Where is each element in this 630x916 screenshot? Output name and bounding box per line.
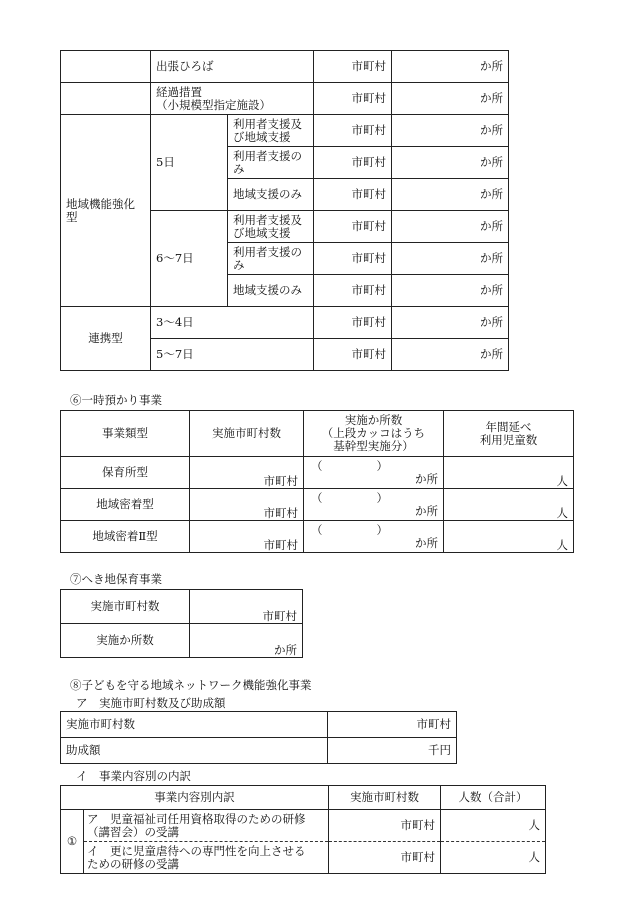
unit-city: 市町村: [190, 521, 304, 553]
unit-city: 市町村: [190, 457, 304, 489]
header-places: 実施か所数 （上段カッコはうち 基幹型実施分）: [304, 411, 444, 457]
item-label: ア 児童福祉司任用資格取得のための研修 （講習会）の受講: [84, 810, 329, 842]
unit-city: 市町村: [314, 51, 392, 83]
days-label: 3〜4日: [151, 307, 314, 339]
unit-city: 市町村: [190, 489, 304, 521]
places-cell: （ ） か所: [304, 457, 444, 489]
places-cell: （ ） か所: [304, 521, 444, 553]
item-number: ①: [61, 810, 84, 874]
unit-person: 人: [441, 810, 546, 842]
unit-city: 市町村: [314, 275, 392, 307]
header-type: 事業類型: [61, 411, 190, 457]
subsection-i-title: イ 事業内容別の内訳: [76, 769, 191, 783]
sub-label: 地域支援のみ: [228, 179, 314, 211]
row-label: 実施か所数: [61, 624, 190, 658]
header-content: 事業内容別内訳: [61, 786, 329, 810]
row-label: 助成額: [61, 738, 328, 764]
unit-city: 市町村: [329, 810, 441, 842]
unit-place: か所: [392, 51, 509, 83]
unit-city: 市町村: [314, 243, 392, 275]
group-label: 地域機能強化型: [61, 115, 151, 307]
header-people: 人数（合計）: [441, 786, 546, 810]
unit-city: 市町村: [314, 307, 392, 339]
unit-place: か所: [392, 83, 509, 115]
category-cell: [61, 83, 151, 115]
group-label: 連携型: [61, 307, 151, 371]
unit-person: 人: [441, 842, 546, 874]
unit-place: か所: [392, 211, 509, 243]
network-breakdown-table: [60, 785, 546, 874]
unit-city: 市町村: [314, 147, 392, 179]
type-label: 地域密着型: [61, 489, 190, 521]
unit-person: 人: [444, 521, 574, 553]
days-label: 5〜7日: [151, 339, 314, 371]
unit-place: か所: [392, 307, 509, 339]
sub-label: 利用者支援及 び地域支援: [228, 115, 314, 147]
remote-care-table: [60, 589, 303, 658]
sub-label: 利用者支援及 び地域支援: [228, 211, 314, 243]
unit-person: 人: [444, 489, 574, 521]
unit-city: 市町村: [328, 712, 457, 738]
unit-place: か所: [392, 115, 509, 147]
section-7-title: ⑦へき地保育事業: [70, 572, 162, 586]
unit-place: か所: [392, 147, 509, 179]
sub-label: 地域支援のみ: [228, 275, 314, 307]
facility-type-table: [60, 50, 509, 371]
unit-person: 人: [444, 457, 574, 489]
section-8-title: ⑧子どもを守る地域ネットワーク機能強化事業: [70, 678, 312, 692]
header-cities: 実施市町村数: [190, 411, 304, 457]
row-label: 出張ひろば: [151, 51, 314, 83]
unit-yen: 千円: [328, 738, 457, 764]
category-cell: [61, 51, 151, 83]
network-summary-table: [60, 711, 457, 764]
unit-place: か所: [392, 275, 509, 307]
unit-place: か所: [392, 243, 509, 275]
unit-city: 市町村: [314, 179, 392, 211]
type-label: 保育所型: [61, 457, 190, 489]
unit-place: か所: [190, 624, 303, 658]
unit-place: か所: [392, 339, 509, 371]
unit-city: 市町村: [314, 339, 392, 371]
unit-city: 市町村: [314, 115, 392, 147]
unit-city: 市町村: [329, 842, 441, 874]
unit-city: 市町村: [314, 211, 392, 243]
days-label: 5日: [151, 115, 228, 211]
sub-label: 利用者支援の み: [228, 243, 314, 275]
row-label: 実施市町村数: [61, 590, 190, 624]
section-6-title: ⑥一時預かり事業: [70, 393, 162, 407]
places-cell: （ ） か所: [304, 489, 444, 521]
temporary-care-table: [60, 410, 574, 553]
days-label: 6〜7日: [151, 211, 228, 307]
row-label: 経過措置 （小規模型指定施設）: [151, 83, 314, 115]
header-users: 年間延べ 利用児童数: [444, 411, 574, 457]
row-label: 実施市町村数: [61, 712, 328, 738]
type-label: 地域密着Ⅱ型: [61, 521, 190, 553]
sub-label: 利用者支援の み: [228, 147, 314, 179]
unit-city: 市町村: [314, 83, 392, 115]
header-cities: 実施市町村数: [329, 786, 441, 810]
item-label: イ 更に児童虐待への専門性を向上させる ための研修の受講: [84, 842, 329, 874]
unit-place: か所: [392, 179, 509, 211]
subsection-a-title: ア 実施市町村数及び助成額: [76, 696, 226, 710]
unit-city: 市町村: [190, 590, 303, 624]
